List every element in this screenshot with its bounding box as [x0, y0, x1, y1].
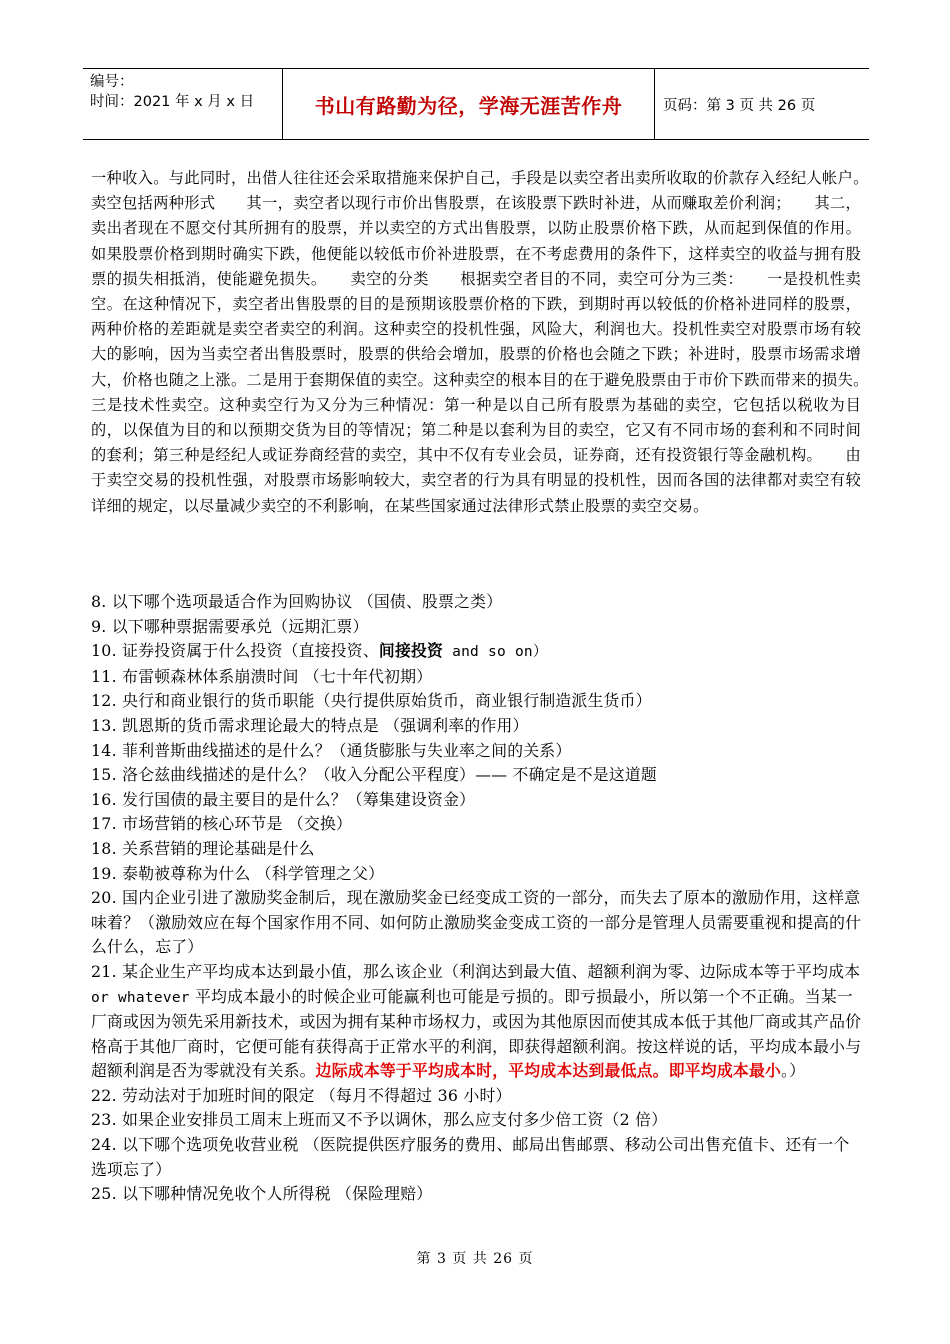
question-item: 23. 如果企业安排员工周末上班而又不予以调休，那么应支付多少倍工资（2 倍） [91, 1110, 668, 1130]
highlight-answer: 边际成本等于平均成本时，平均成本达到最低点。即平均成本最小 [315, 1061, 782, 1081]
question-item [91, 639, 863, 665]
question-item: 24. 以下哪个选项免收营业税 （医院提供医疗服务的费用、邮局出售邮票、移动公司出售充值卡、还有一个选项忘了） [91, 1135, 850, 1179]
question-item: 17. 市场营销的核心环节是 （交换） [91, 814, 353, 834]
body-paragraph: 一种收入。与此同时，出借人往往还会采取措施来保护自己，手段是以卖空者出卖所收取的价款存入经纪人帐户。 卖空包括两种形式 其一，卖空者以现行市价出售股票，在该股票下跌时补进，从而赚取差价利润； 其二，卖出者现在不愿交付其所拥有的股票，并以卖空的方式出售股票，以防止股票价格下跌，从而起到保值的作用。如果股票价格到期时确实下跌，他便能以较低市价补进股票，在不考虑费用的条件下，这样卖空的收益与拥有股票的损失相抵消，使能避免损失。 卖空的分类 根据卖空者目的不同，卖空可分为三类： 一是投机性卖空。在这种情况下，卖空者出售股票的目的是预期该股票价格的下跌，到期时再以较低的价格补进同样的股票，两种价格的差距就是卖空者卖空的利润。这种卖空的投机性强，风险大，利润也大。投机性卖空对股票市场有较大的影响，因为当卖空者出售股票时，股票的供给会增加，股票的价格也会随之下跌；补进时，股票市场需求增大，价格也随之上涨。二是用于套期保值的卖空。这种卖空的根本目的在于避免股票由于市价下跌而带来的损失。 三是技术性卖空。这种卖空行为又分为三种情况：第一种是以自己所有股票为基础的卖空，它包括以税收为目的，以保值为目的和以预期交货为目的等情况；第二种是以套利为目的卖空，它又有不同市场的套利和不同时间的套利；第三种是经纪人或证券商经营的卖空，其中不仅有专业会员，证券商，还有投资银行等金融机构。 由于卖空交易的投机性强，对股票市场影响较大，卖空者的行为具有明显的投机性，因而各国的法律都对卖空有较详细的规定，以尽量减少卖空的不利影响，在某些国家通过法律形式禁止股票的卖空交易。 [91, 169, 892, 515]
question-item: 8. 以下哪个选项最适合作为回购协议 （国债、股票之类） [91, 592, 503, 611]
question-item: 18. 关系营销的理论基础是什么 [91, 838, 315, 858]
question-item: 14. 菲利普斯曲线描述的是什么？（通货膨胀与失业率之间的关系） [91, 740, 572, 760]
page-footer: 第 3 页 共 26 页 [416, 1251, 534, 1267]
header-time: 时间：2021 年 x 月 x 日 [90, 94, 255, 110]
question-text: 10. 证券投资属于什么投资（直接投资、 [91, 641, 379, 661]
question-item: 16. 发行国债的最主要目的是什么？（筹集建设资金） [91, 789, 476, 809]
question-item [91, 960, 863, 1084]
bold-answer: 间接投资 [378, 641, 444, 661]
page-header [83, 68, 869, 140]
question-item: 11. 布雷顿森林体系崩溃时间 （七十年代初期） [91, 666, 433, 686]
header-number: 编号： [90, 74, 134, 90]
header-meta [83, 69, 283, 139]
question-item: 15. 洛仑兹曲线描述的是什么？（收入分配公平程度）—— 不确定是不是这道题 [91, 765, 657, 785]
header-motto-cell [283, 69, 655, 139]
question-item: 20. 国内企业引进了激励奖金制后，现在激励奖金已经变成工资的一部分，而失去了原本的激励作用，这样意味着？（激励效应在每个国家作用不同、如何防止激励奖金变成工资的一部分是管理人员需要重视和提高的什么什么，忘了） [91, 888, 862, 957]
question-text: 21. 某企业生产平均成本达到最小值，那么该企业（利润达到最大值、超额利润为零、边际成本等于平均成本 [91, 961, 861, 981]
question-item: 25. 以下哪种情况免收个人所得税 （保险理赔） [91, 1184, 433, 1204]
question-item: 22. 劳动法对于加班时间的限定 （每月不得超过 36 小时） [91, 1085, 512, 1105]
question-item: 19. 泰勒被尊称为什么 （科学管理之父） [91, 863, 385, 883]
question-text: or whatever [91, 989, 190, 1006]
question-item: 13. 凯恩斯的货币需求理论最大的特点是 （强调利率的作用） [91, 715, 529, 735]
header-page-cell [655, 69, 869, 139]
question-text: 平均成本最小的时候企业可能赢利也可能是亏损的。即亏损最小，所以第一个不正确。当某一厂商或因为领先采用新技术，或因为拥有某种市场权力，或因为其他原因而使其成本低于其他厂商或其产品价格高于其他厂商时，它便可能有获得高于正常水平的利润，即获得超额利润。按这样说的话，平均成本最小与超额利润是否为零就没有关系。 [91, 986, 862, 1081]
question-item: 12. 央行和商业银行的货币职能（央行提供原始货币，商业银行制造派生货币） [91, 691, 652, 711]
question-list [91, 590, 863, 1207]
question-text: 。） [781, 1061, 806, 1081]
question-item: 9. 以下哪种票据需要承兑（远期汇票） [91, 616, 369, 636]
header-page-number: 页码：第 3 页 共 26 页 [663, 97, 816, 114]
header-motto: 书山有路勤为径，学海无涯苦作舟 [314, 93, 623, 118]
question-text: and so on） [443, 644, 548, 661]
